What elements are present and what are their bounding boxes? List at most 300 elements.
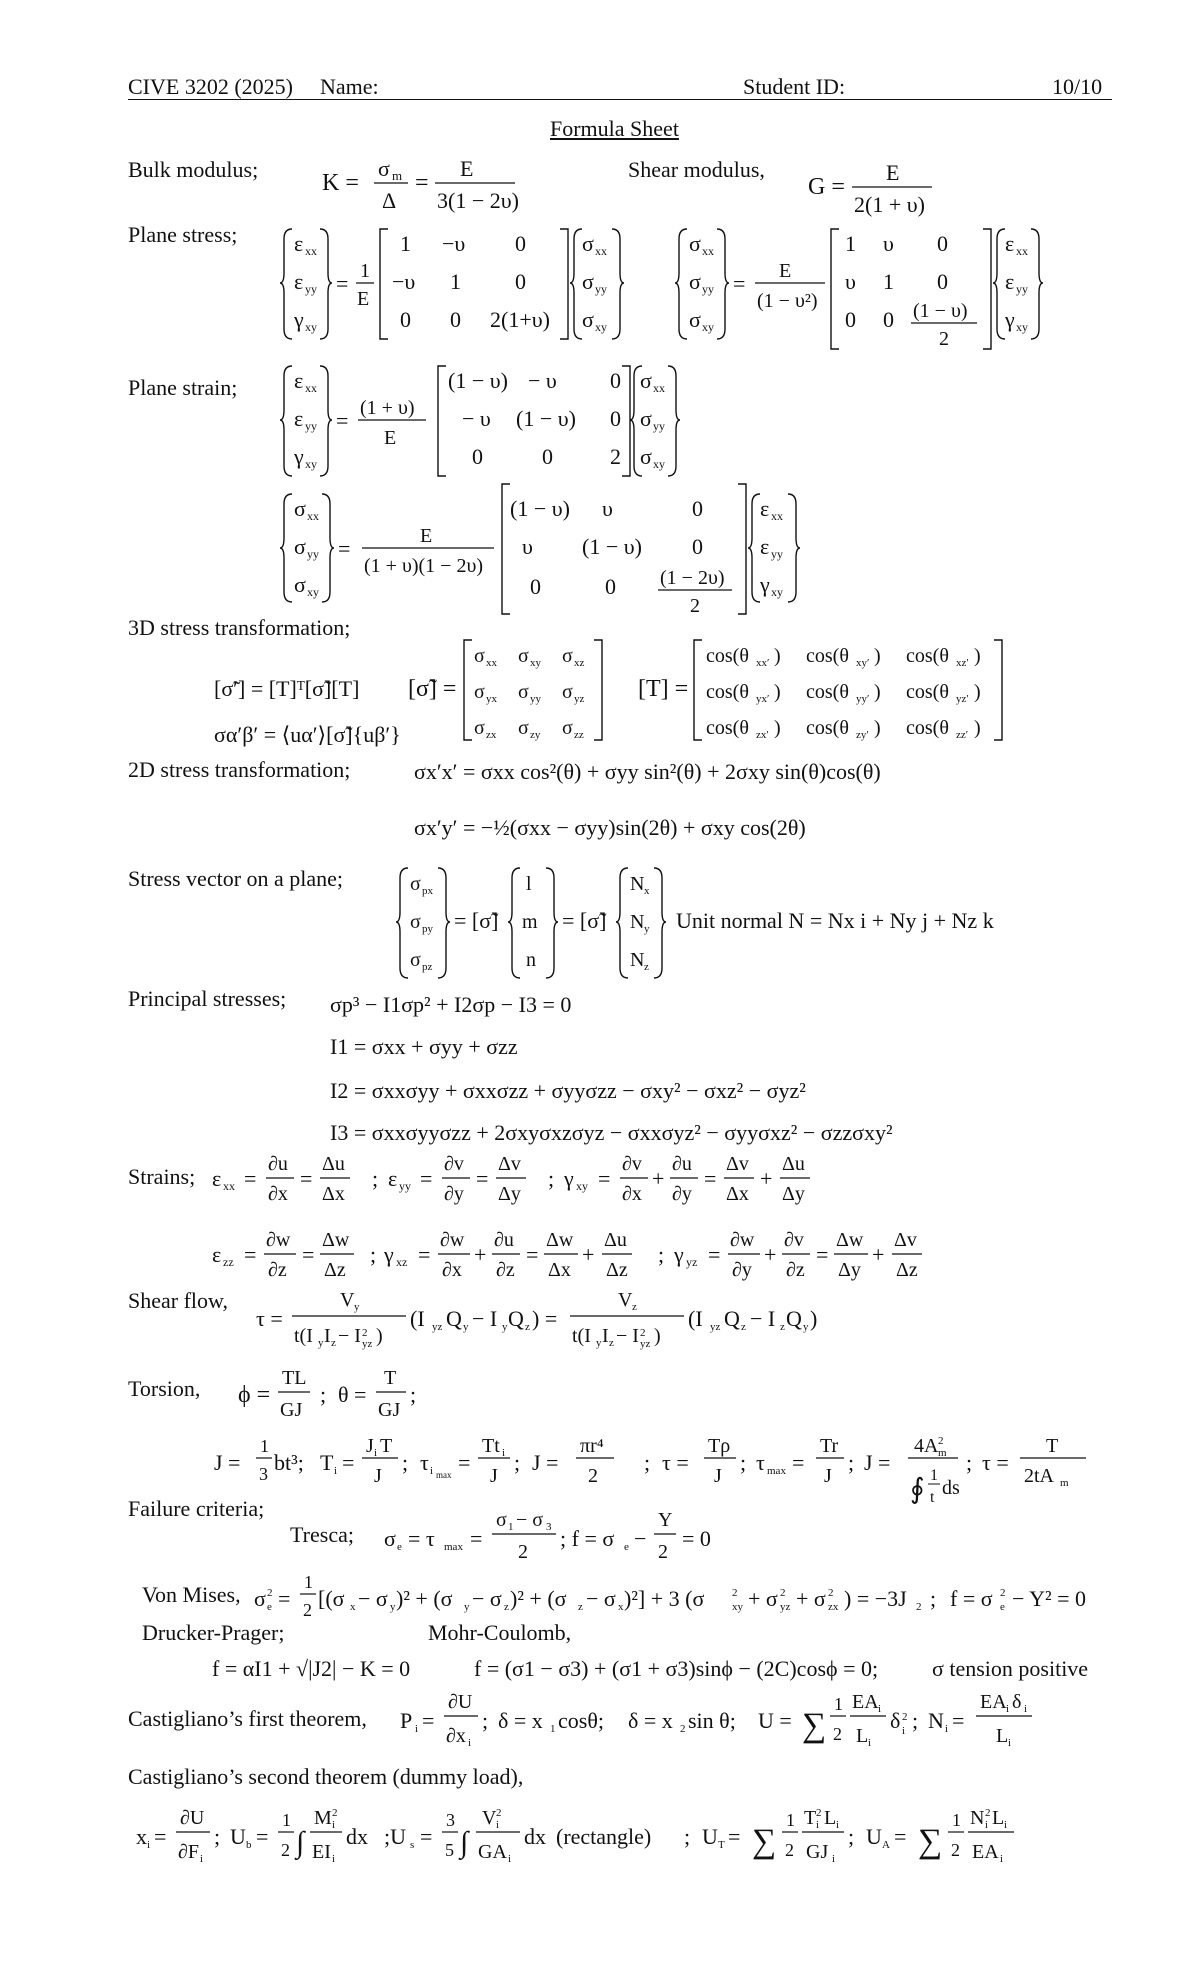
svg-text:dx: dx [346, 1824, 368, 1849]
svg-text:σ: σ [582, 231, 594, 256]
svg-text:ε: ε [294, 406, 304, 431]
svg-text:xy: xy [305, 320, 317, 334]
svg-text:EI: EI [312, 1841, 331, 1863]
svg-text:2: 2 [680, 1723, 686, 1735]
svg-text:pz: pz [422, 961, 433, 973]
svg-text:ε: ε [1005, 231, 1015, 256]
stress3d-label: 3D stress transformation; [128, 615, 351, 640]
svg-text:=: = [415, 170, 429, 196]
tresca-label: Tresca; [290, 1522, 354, 1547]
svg-text:∂x: ∂x [622, 1183, 642, 1205]
svg-text:σ: σ [410, 873, 421, 895]
strain-equations [212, 1148, 972, 1296]
svg-text:υ: υ [883, 231, 894, 256]
svg-text:z: z [741, 1321, 746, 1333]
svg-text:z: z [578, 1601, 583, 1613]
svg-text:Q: Q [786, 1306, 802, 1331]
page-number: 10/10 [1052, 74, 1103, 99]
svg-text:U: U [702, 1824, 718, 1849]
svg-text:+: + [652, 1166, 665, 1191]
svg-text:;: ; [848, 1450, 855, 1475]
svg-text:t: t [930, 1489, 935, 1506]
svg-text:): ) [974, 681, 981, 703]
svg-text:0: 0 [515, 231, 526, 256]
svg-text:σ: σ [640, 368, 652, 393]
svg-text:i: i [496, 1819, 500, 1831]
svg-text:xx: xx [305, 381, 317, 395]
stress-vector-equation [396, 864, 666, 982]
svg-text:1: 1 [952, 1810, 961, 1830]
svg-text:1: 1 [282, 1810, 291, 1830]
svg-text:z: z [504, 1601, 509, 1613]
svg-text:e: e [624, 1541, 629, 1553]
svg-text:;: ; [658, 1242, 665, 1267]
svg-text:M: M [314, 1807, 332, 1829]
svg-text:=: = [704, 1166, 717, 1191]
svg-text:V: V [482, 1807, 497, 1829]
svg-text:∂y: ∂y [444, 1183, 464, 1205]
name-label: Name: [320, 74, 379, 99]
svg-text:T: T [718, 1839, 725, 1851]
svg-text:∂u: ∂u [268, 1153, 288, 1175]
svg-text:=: = [336, 408, 349, 433]
svg-text:=: = [894, 1824, 907, 1849]
svg-text:z: z [331, 1337, 336, 1349]
svg-text:(1 − 2υ): (1 − 2υ) [660, 567, 725, 589]
svg-text:∂F: ∂F [178, 1841, 200, 1863]
svg-text:e: e [267, 1601, 272, 1613]
svg-text:σ: σ [518, 645, 529, 667]
svg-text:y: y [502, 1321, 508, 1333]
svg-text:cos(θ: cos(θ [706, 681, 749, 703]
svg-text:(1 − υ²): (1 − υ²) [757, 290, 818, 312]
svg-text:1: 1 [508, 1521, 514, 1533]
shear-modulus-label: Shear modulus, [628, 157, 765, 182]
svg-text:): ) [774, 681, 781, 703]
svg-text:2: 2 [939, 328, 949, 350]
svg-text:J: J [490, 1465, 498, 1487]
principal-eq2: I1 = σxx + σyy + σzz [330, 1034, 518, 1059]
svg-text:yz: yz [780, 1601, 791, 1613]
svg-text:σ: σ [474, 645, 485, 667]
svg-text:i: i [836, 1819, 840, 1831]
svg-text:∑: ∑ [802, 1707, 827, 1744]
svg-text:∂y: ∂y [672, 1183, 692, 1205]
svg-text:2: 2 [332, 1807, 338, 1819]
svg-text:∂y: ∂y [732, 1259, 752, 1281]
svg-text:1: 1 [260, 1436, 269, 1456]
principal-eq4: I3 = σxxσyyσzz + 2σxyσxzσyz − σxxσyz² − σyyσxz² − σzzσxy² [330, 1120, 893, 1145]
svg-text:(1 + υ): (1 + υ) [360, 397, 415, 419]
svg-text:z: z [644, 961, 649, 973]
svg-text:xx: xx [223, 1179, 235, 1193]
svg-text:−: − [634, 1526, 647, 1551]
svg-text:0: 0 [610, 406, 621, 431]
svg-text:Δu: Δu [604, 1229, 627, 1251]
svg-text:ds: ds [942, 1477, 960, 1499]
svg-text:τ =: τ = [982, 1450, 1009, 1475]
svg-text:)²] + 3 (σ: )²] + 3 (σ [624, 1586, 705, 1611]
svg-text:= [σ̃]: = [σ̃] [454, 908, 499, 933]
svg-text:σ: σ [689, 269, 701, 294]
svg-text:0: 0 [692, 534, 703, 559]
svg-text:=: = [816, 1242, 829, 1267]
svg-text:=: = [733, 271, 746, 296]
svg-text:Δx: Δx [322, 1183, 345, 1205]
svg-text:2: 2 [902, 1711, 908, 1723]
svg-text:τ: τ [756, 1450, 765, 1475]
svg-text:+ σ: + σ [748, 1586, 778, 1611]
svg-text:0: 0 [450, 307, 461, 332]
svg-text:;: ; [402, 1450, 409, 1475]
svg-text:=: = [420, 1166, 433, 1191]
svg-text:σ: σ [562, 681, 573, 703]
plane-stress-stiffness-equation [675, 225, 1045, 360]
student-id-label: Student ID: [743, 74, 846, 99]
svg-text:=: = [256, 1824, 269, 1849]
svg-text:E: E [460, 156, 474, 181]
svg-text:; f = σ: ; f = σ [560, 1526, 615, 1551]
bulk-modulus-equation [320, 150, 520, 222]
svg-text:1: 1 [400, 231, 411, 256]
svg-text:yy: yy [771, 547, 783, 561]
svg-text:N: N [970, 1807, 985, 1829]
castigliano-first-label: Castigliano’s first theorem, [128, 1706, 367, 1731]
svg-text:2: 2 [640, 1327, 646, 1339]
svg-text:[(σ: [(σ [318, 1586, 345, 1611]
svg-text:2: 2 [658, 1541, 668, 1563]
svg-text:e: e [1000, 1601, 1005, 1613]
svg-text:yy: yy [305, 419, 317, 433]
svg-text:− I: − I [338, 1325, 361, 1347]
svg-text:=: = [418, 1242, 431, 1267]
svg-text:max: max [767, 1465, 786, 1477]
svg-text:Δz: Δz [606, 1259, 628, 1281]
stress2d-eq1: σx′x′ = σxx cos²(θ) + σyy sin²(θ) + 2σxy sin(θ)cos(θ) [414, 759, 881, 784]
svg-text:∂x: ∂x [442, 1259, 462, 1281]
svg-text:yy: yy [530, 693, 541, 705]
svg-text:J =: J = [214, 1450, 241, 1475]
svg-text:EA: EA [980, 1691, 1007, 1713]
stress2d-eq2: σx′y′ = −½(σxx − σyy)sin(2θ) + σxy cos(2θ) [414, 815, 806, 840]
rectangle-note: (rectangle) [556, 1824, 652, 1849]
svg-text:yx: yx [486, 693, 497, 705]
svg-text:Tt: Tt [482, 1435, 500, 1457]
svg-text:ε: ε [294, 269, 304, 294]
svg-text:(1 − υ): (1 − υ) [582, 534, 642, 559]
svg-text:− υ: − υ [528, 368, 557, 393]
svg-text:i: i [430, 1465, 434, 1477]
svg-text:ε: ε [388, 1166, 398, 1191]
stress-vector-label: Stress vector on a plane; [128, 866, 344, 891]
svg-text:1: 1 [550, 1723, 556, 1735]
svg-text:Tρ: Tρ [708, 1435, 731, 1457]
svg-text:zz: zz [223, 1255, 234, 1269]
svg-text:1: 1 [883, 269, 894, 294]
svg-text:+: + [764, 1242, 777, 1267]
svg-text:GJ: GJ [280, 1399, 303, 1421]
svg-text:γ: γ [760, 572, 770, 597]
svg-text:i: i [1006, 1703, 1010, 1715]
svg-text:L: L [856, 1725, 869, 1747]
svg-text:=: = [278, 1586, 291, 1611]
svg-text:i: i [945, 1723, 949, 1735]
svg-text:yy: yy [307, 547, 319, 561]
svg-text:2: 2 [816, 1807, 822, 1819]
svg-text:xy′: xy′ [856, 657, 870, 669]
svg-text:x: x [618, 1601, 624, 1613]
svg-text:0: 0 [530, 574, 541, 599]
svg-text:i: i [374, 1447, 378, 1459]
svg-text:=: = [302, 1242, 315, 1267]
mohr-coulomb-label: Mohr-Coulomb, [428, 1620, 572, 1645]
svg-text:+: + [474, 1242, 487, 1267]
svg-text:)² + (σ: )² + (σ [396, 1586, 453, 1611]
svg-text:=: = [342, 1450, 355, 1475]
svg-text:υ: υ [845, 269, 856, 294]
svg-text:γ: γ [384, 1242, 394, 1267]
svg-text:Q: Q [446, 1306, 462, 1331]
svg-text:m: m [392, 168, 403, 183]
svg-text:i: i [468, 1737, 472, 1749]
svg-text:yz′: yz′ [956, 693, 969, 705]
svg-text:yz: yz [432, 1321, 443, 1333]
svg-text:i: i [1008, 1737, 1012, 1749]
svg-text:) =: ) = [532, 1306, 558, 1331]
svg-text:=: = [420, 1824, 433, 1849]
svg-text:;U: ;U [384, 1824, 406, 1849]
svg-text:yz: yz [686, 1255, 698, 1269]
svg-text:δ: δ [890, 1708, 901, 1733]
svg-text:2: 2 [833, 1724, 842, 1744]
svg-text:yy: yy [653, 419, 665, 433]
svg-text:y: y [463, 1321, 469, 1333]
svg-text:y: y [318, 1337, 324, 1349]
svg-text:l: l [526, 873, 532, 895]
svg-text:J =: J = [864, 1450, 891, 1475]
svg-text:J: J [374, 1465, 382, 1487]
svg-text:0: 0 [472, 444, 483, 469]
plane-stress-label: Plane stress; [128, 222, 238, 247]
svg-text:;: ; [644, 1450, 651, 1475]
svg-text:τ =: τ = [256, 1306, 283, 1331]
svg-text:Δz: Δz [324, 1259, 346, 1281]
svg-text:xx: xx [702, 244, 714, 258]
svg-text:zz: zz [574, 729, 584, 741]
svg-text:ε: ε [1005, 269, 1015, 294]
svg-text:b: b [246, 1839, 252, 1851]
svg-text:σ: σ [582, 269, 594, 294]
svg-text:i: i [334, 1465, 338, 1477]
svg-text:xy: xy [305, 457, 317, 471]
svg-text:;: ; [214, 1824, 221, 1849]
svg-text:σ: σ [254, 1586, 266, 1611]
svg-text:): ) [810, 1306, 818, 1331]
principal-eq3: I2 = σxxσyy + σxxσzz + σyyσzz − σxy² − σxz² − σyz² [330, 1078, 806, 1103]
svg-text:;: ; [848, 1824, 855, 1849]
svg-text:n: n [526, 949, 536, 971]
svg-text:cos(θ: cos(θ [706, 717, 749, 739]
svg-text:zz′: zz′ [956, 729, 969, 741]
svg-text:= 0: = 0 [682, 1526, 711, 1551]
svg-text:2: 2 [1000, 1587, 1006, 1599]
svg-text:cos(θ: cos(θ [706, 645, 749, 667]
drucker-prager-equation: f = αI1 + √|J2| − K = 0 [212, 1656, 411, 1681]
svg-text:(1 − υ): (1 − υ) [510, 496, 570, 521]
svg-text:γ: γ [294, 444, 304, 469]
svg-text:=: = [244, 1166, 257, 1191]
svg-text:=: = [598, 1166, 611, 1191]
svg-text:cos(θ: cos(θ [806, 681, 849, 703]
svg-text:σ: σ [689, 231, 701, 256]
svg-text:;: ; [372, 1166, 379, 1191]
svg-text:2: 2 [780, 1587, 786, 1599]
svg-text:y: y [803, 1321, 809, 1333]
svg-text:J: J [714, 1465, 722, 1487]
svg-text:yy: yy [1016, 282, 1028, 296]
svg-text:G =: G = [808, 174, 845, 200]
castigliano-second-equations [136, 1798, 1096, 1884]
svg-text:0: 0 [845, 307, 856, 332]
failure-label: Failure criteria; [128, 1496, 265, 1521]
svg-text:Δy: Δy [498, 1183, 521, 1205]
bulk-modulus-label: Bulk modulus; [128, 157, 259, 182]
svg-text:t(I: t(I [572, 1325, 591, 1347]
vonmises-equation [254, 1560, 1134, 1630]
svg-text:∂x: ∂x [268, 1183, 288, 1205]
page-title: Formula Sheet [550, 116, 679, 141]
castigliano-second-label: Castigliano’s second theorem (dummy load), [128, 1764, 524, 1789]
svg-text:xy: xy [595, 320, 607, 334]
svg-text:2: 2 [985, 1807, 991, 1819]
svg-text:σ: σ [518, 717, 529, 739]
torsion-label: Torsion, [128, 1376, 201, 1401]
svg-text:1: 1 [834, 1694, 843, 1714]
svg-text:Δw: Δw [322, 1229, 350, 1251]
svg-text:zy: zy [530, 729, 541, 741]
svg-text:): ) [974, 717, 981, 739]
transformation-matrix [638, 636, 1018, 746]
svg-text:max: max [436, 1470, 452, 1480]
svg-text:2: 2 [267, 1587, 273, 1599]
svg-text:γ: γ [294, 307, 304, 332]
svg-text:E: E [420, 525, 433, 547]
svg-text:2tA: 2tA [1024, 1465, 1054, 1487]
svg-text:∂U: ∂U [448, 1691, 473, 1713]
svg-text:s: s [410, 1839, 415, 1851]
svg-text:=: = [458, 1450, 471, 1475]
svg-text:I: I [602, 1325, 609, 1347]
svg-text:δ = x: δ = x [628, 1708, 673, 1733]
svg-text:xx: xx [653, 381, 665, 395]
plane-strain-compliance-equation [280, 362, 680, 480]
svg-text:i: i [1004, 1819, 1008, 1831]
svg-text:zx′: zx′ [756, 729, 769, 741]
svg-text:x: x [136, 1824, 147, 1849]
svg-text:ε: ε [760, 534, 770, 559]
svg-text:∫: ∫ [296, 1826, 305, 1859]
svg-text:;: ; [548, 1166, 555, 1191]
svg-text:0: 0 [610, 368, 621, 393]
svg-text:TL: TL [282, 1367, 307, 1389]
svg-text:∮: ∮ [910, 1474, 925, 1505]
svg-text:1: 1 [845, 231, 856, 256]
svg-text:GJ: GJ [806, 1841, 829, 1863]
drucker-prager-label: Drucker-Prager; [142, 1620, 285, 1645]
svg-text:4A: 4A [914, 1435, 939, 1457]
svg-text:E: E [384, 427, 397, 449]
svg-text:Q: Q [508, 1306, 524, 1331]
svg-text:σ: σ [474, 681, 485, 703]
svg-text:EA: EA [972, 1841, 999, 1863]
svg-text:i: i [332, 1819, 336, 1831]
svg-text:0: 0 [542, 444, 553, 469]
svg-text:y: y [390, 1601, 396, 1613]
svg-text:yz: yz [710, 1321, 721, 1333]
svg-text:θ =: θ = [338, 1382, 367, 1407]
svg-text:1: 1 [360, 260, 370, 282]
svg-text:cos(θ: cos(θ [806, 645, 849, 667]
svg-text:ε: ε [294, 368, 304, 393]
svg-text:−υ: −υ [442, 231, 466, 256]
svg-text:=: = [952, 1708, 965, 1733]
svg-text:∫: ∫ [460, 1826, 469, 1859]
svg-text:): ) [874, 681, 881, 703]
svg-text:xx′: xx′ [756, 657, 770, 669]
svg-text:=: = [792, 1450, 805, 1475]
svg-text:i: i [816, 1819, 820, 1831]
svg-text:2: 2 [362, 1327, 368, 1339]
svg-text:xx: xx [486, 657, 497, 669]
svg-text:0: 0 [400, 307, 411, 332]
svg-text:cos(θ: cos(θ [806, 717, 849, 739]
shear-flow-equation [256, 1284, 876, 1354]
svg-text:Δv: Δv [894, 1229, 917, 1251]
svg-text:+ σ: + σ [796, 1586, 826, 1611]
svg-text:σ: σ [294, 534, 306, 559]
svg-text:(1 − υ): (1 − υ) [913, 300, 968, 322]
svg-text:;: ; [930, 1586, 937, 1611]
svg-text:3: 3 [446, 1810, 455, 1830]
svg-text:xy: xy [1016, 320, 1028, 334]
svg-text:zx: zx [828, 1601, 839, 1613]
torsion-equation-1 [238, 1360, 458, 1430]
svg-text:U: U [230, 1824, 246, 1849]
svg-text:∑: ∑ [752, 1823, 777, 1860]
plane-stress-compliance-equation [280, 225, 640, 343]
svg-text:= τ: = τ [408, 1526, 435, 1551]
svg-text:L: L [824, 1807, 837, 1829]
svg-text:0: 0 [883, 307, 894, 332]
svg-text:xy: xy [576, 1179, 588, 1193]
svg-text:σ: σ [689, 307, 701, 332]
svg-text:xx: xx [307, 509, 319, 523]
svg-text:yy: yy [595, 282, 607, 296]
svg-text:2: 2 [281, 1840, 290, 1860]
svg-text:GJ: GJ [378, 1399, 401, 1421]
svg-text:− Y² = 0: − Y² = 0 [1012, 1586, 1086, 1611]
svg-text:z: z [780, 1321, 785, 1333]
principal-eq1: σp³ − I1σp² + I2σp − I3 = 0 [330, 992, 572, 1017]
svg-text:ε: ε [760, 496, 770, 521]
svg-text:τ: τ [420, 1450, 429, 1475]
svg-text:(1 + υ)(1 − 2υ): (1 + υ)(1 − 2υ) [364, 555, 484, 577]
svg-text:N: N [630, 911, 645, 933]
svg-text:;: ; [410, 1382, 417, 1407]
svg-text:σ: σ [294, 572, 306, 597]
svg-text:): ) [974, 645, 981, 667]
svg-text:xy: xy [771, 585, 783, 599]
